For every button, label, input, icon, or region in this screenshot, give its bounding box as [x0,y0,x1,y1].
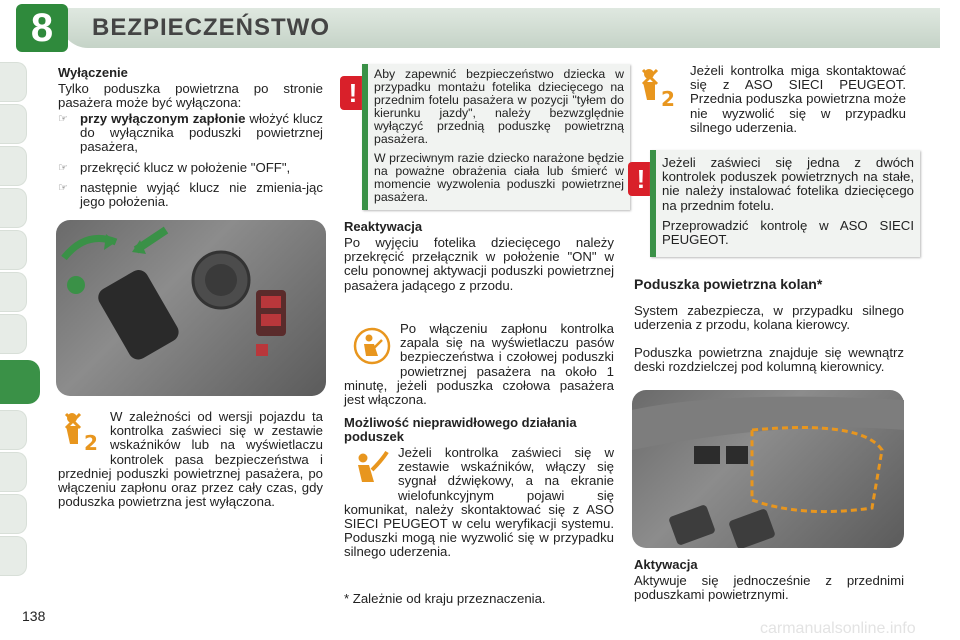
side-tab[interactable] [0,494,27,534]
airbag-fault-warning-box [650,150,920,257]
chapter-badge: 8 [16,4,68,52]
warning-paragraph-1: Aby zapewnić bezpieczeństwo dziecka w przypadku montażu fotelika dziecięcego na przednim fotelu pasażera w pozycji "tyłem do kierunku jazdy", należy bezwzględnie wyłączyć przednią poduszkę powietrzną pasażera. [374,67,624,146]
side-tab-active[interactable] [0,360,40,404]
side-tab[interactable] [0,188,27,228]
footnote: * Zależnie od kraju przeznaczenia. [344,591,546,606]
warning-paragraph-2: Przeprowadzić kontrolę w ASO SIECI PEUGEOT. [662,217,914,248]
bullet-bold: przy wyłączonym zapłonie [80,111,246,126]
deactivation-heading: Wyłączenie [58,65,128,80]
knee-airbag-heading: Poduszka powietrzna kolan* [634,276,823,292]
side-tab[interactable] [0,314,27,354]
knee-airbag-illustration [632,390,904,548]
side-tab[interactable] [0,452,27,492]
side-tab[interactable] [0,104,27,144]
svg-text:2: 2 [661,87,675,110]
reactivation-text: Po wyjęciu fotelika dziecięcego należy przekręcić przełącznik w położenie "ON" w celu ponownej aktywacji poduszki powietrznej pasażera jadącego z przodu. [344,235,614,293]
bullet-item [58,112,323,155]
airbag-off-blink-icon [636,66,682,110]
knee-airbag-photo [632,390,904,548]
malfunction-heading: Możliwość nieprawidłowego działania poduszek [344,415,577,444]
bullet-text: następnie wyjąć klucz nie zmienia-jąc jego położenia. [80,179,323,210]
side-tab[interactable] [0,146,27,186]
bullet-item [58,161,323,175]
airbag-switch-illustration [56,220,326,396]
warning-icon: ! [628,162,654,196]
malfunction-text [344,446,614,560]
hand-pointer-icon: ☞ [58,113,68,125]
warning-paragraph-2: W przeciwnym razie dziecko narażone będzie na poważne obrażenia ciała lub śmierć w momencie wyzwolenia poduszki powietrznej pasażera. [374,151,624,204]
activation-text: Aktywuje się jednocześnie z przednimi poduszkami powietrznymi. [634,573,904,603]
indicator-text-content: W zależności od wersji pojazdu ta kontrolka zaświeci się w zestawie wskaźników lub na wyświetlaczu kontrolek pasa bezpieczeństwa i przedniej poduszki powietrznej pasażera, po włączeniu zapłonu oraz przez cały czas, gdy poduszka powietrzna jest wyłączona. [58,409,323,510]
side-tab[interactable] [0,62,27,102]
activation-heading: Aktywacja [634,557,698,572]
hand-pointer-icon: ☞ [58,161,68,174]
deactivation-intro: Tylko poduszka powietrzna po stronie pasażera może być wyłączona: [58,81,323,111]
side-tab[interactable] [0,230,27,270]
side-tab[interactable] [0,272,27,312]
hand-pointer-icon: ☞ [58,181,68,194]
warning-paragraph-1: Jeżeli zaświeci się jedna z dwóch kontrolek poduszek powietrznych na stałe, nie należy instalować fotelika dziecięcego na przednim fotelu. [662,155,914,213]
bullet-text: włożyć klucz do wyłącznika poduszki powietrznej pasażera, [80,111,323,155]
deactivation-bullets [58,112,323,209]
indicator-text [58,410,323,509]
page-title: BEZPIECZEŃSTWO [92,14,331,41]
knee-airbag-paragraph-1: System zabezpiecza, w przypadku silnego uderzenia z przodu, kolana kierowcy. [634,303,904,333]
ignition-text [344,322,614,407]
airbag-switch-photo [56,220,326,396]
bullet-item [58,181,323,209]
blink-text: Jeżeli kontrolka miga skontaktować się z ASO SIECI PEUGEOT. Przednia poduszka powietrzna może nie wyzwolić się w przypadku silnego uderzenia. [690,63,906,135]
footer-watermark: carmanualsonline.info [760,620,916,637]
bullet-text: przekręcić klucz w położenie "OFF", [80,159,291,175]
knee-airbag-paragraph-2: Poduszka powietrzna znajduje się wewnątrz deski rozdzielczej pod kolumną kierownicy. [634,345,904,375]
warning-icon: ! [340,76,366,110]
airbag-off-icon [636,66,682,110]
child-seat-warning-box [362,64,630,210]
svg-text:2: 2 [84,431,98,454]
page-number: 138 [22,608,46,624]
reactivation-heading: Reaktywacja [344,219,423,234]
side-tab[interactable] [0,410,27,450]
side-tab[interactable] [0,536,27,576]
ignition-text-content: Po włączeniu zapłonu kontrolka zapala się na wyświetlaczu pasów bezpieczeństwa i czołowej poduszki powietrznej pasażera na około 1 minutę, jeżeli poduszka czołowa pasażera jest włączona. [344,321,614,408]
malfunction-text-content: Jeżeli kontrolka zaświeci się w zestawie wskaźników, włączy się sygnał dźwiękowy, a na ekranie wielofunkcyjnym pojawi się komunikat, należy skontaktować się z ASO SIECI PEUGEOT w celu weryfikacji systemu. Poduszki mogą nie wyzwolić się w przypadku silnego uderzenia. [344,445,614,560]
